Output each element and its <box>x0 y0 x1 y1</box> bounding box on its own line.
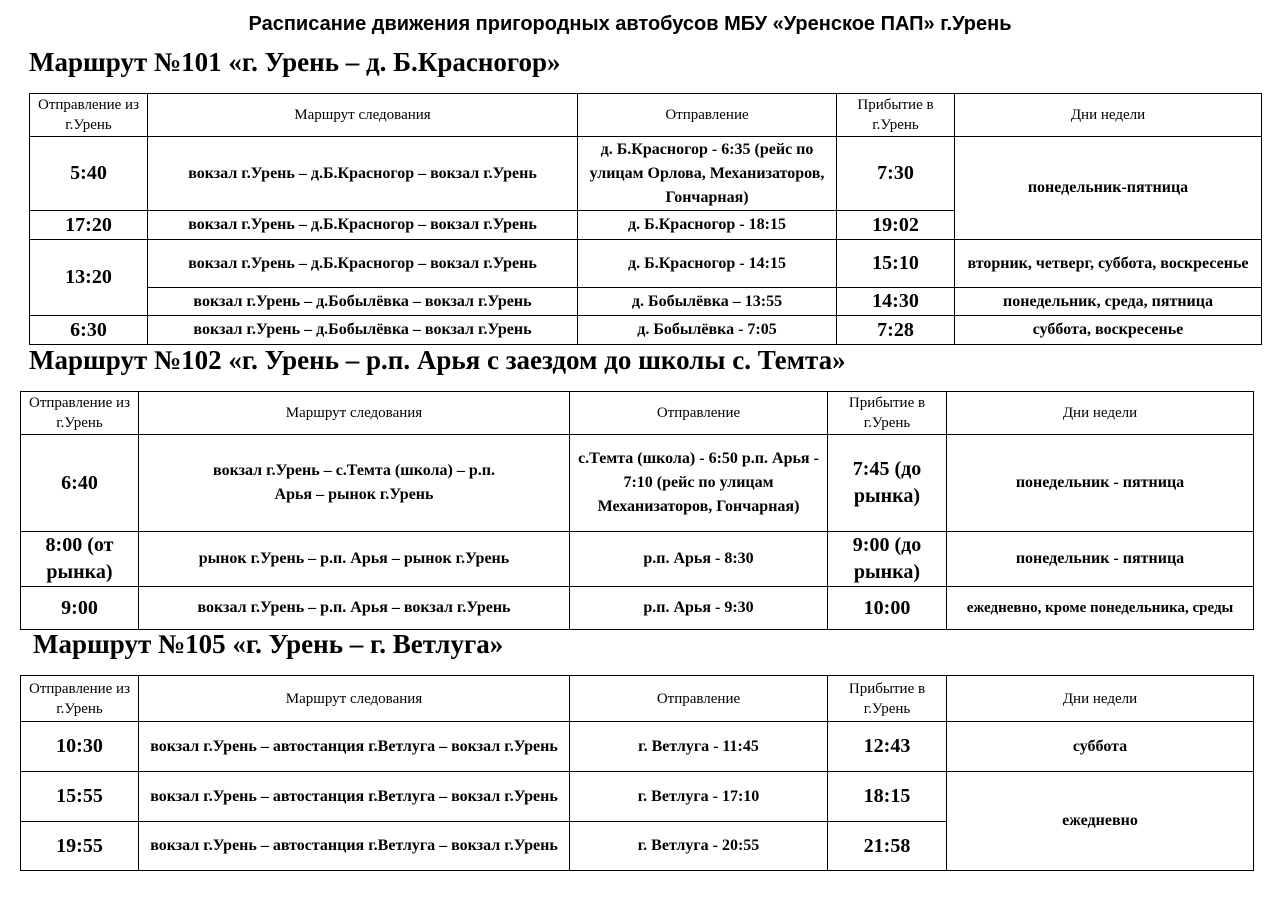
route-102-title: Маршрут №102 «г. Урень – р.п. Арья с заездом до школы с. Темта» <box>29 345 846 375</box>
time-cell: 5:40 <box>30 137 148 211</box>
header-route: Маршрут следования <box>139 392 570 435</box>
header-departure-from: Отправление из г.Урень <box>30 94 148 137</box>
departure-cell: д. Бобылёвка – 13:55 <box>578 288 837 316</box>
time-cell: 19:55 <box>21 822 139 871</box>
departure-cell: д. Б.Красногор - 18:15 <box>578 211 837 240</box>
days-cell: ежедневно, кроме понедельника, среды <box>947 587 1254 630</box>
route-cell: вокзал г.Урень – д.Б.Красногор – вокзал г.Урень <box>148 211 578 240</box>
time-cell: 15:55 <box>21 772 139 822</box>
arrival-cell: 12:43 <box>828 722 947 772</box>
header-route: Маршрут следования <box>148 94 578 137</box>
route-cell: вокзал г.Урень – автостанция г.Ветлуга – вокзал г.Урень <box>139 822 570 871</box>
time-cell: 13:20 <box>30 240 148 316</box>
header-arrival: Прибытие в г.Урень <box>837 94 955 137</box>
route-102-table <box>20 391 1254 630</box>
header-departure: Отправление <box>570 392 828 435</box>
departure-cell: с.Темта (школа) - 6:50 р.п. Арья - 7:10 (рейс по улицам Механизаторов, Гончарная) <box>570 435 828 532</box>
days-cell: понедельник - пятница <box>947 532 1254 587</box>
header-days: Дни недели <box>947 392 1254 435</box>
route-101-title: Маршрут №101 «г. Урень – д. Б.Красногор» <box>29 47 561 77</box>
days-cell: вторник, четверг, суббота, воскресенье <box>955 240 1262 288</box>
time-cell: 10:30 <box>21 722 139 772</box>
time-cell: 17:20 <box>30 211 148 240</box>
arrival-cell: 7:30 <box>837 137 955 211</box>
route-101-table <box>29 93 1262 345</box>
header-arrival: Прибытие в г.Урень <box>828 676 947 722</box>
departure-cell: д. Б.Красногор - 14:15 <box>578 240 837 288</box>
arrival-cell: 7:45 (до рынка) <box>828 435 947 532</box>
arrival-cell: 19:02 <box>837 211 955 240</box>
arrival-cell: 21:58 <box>828 822 947 871</box>
departure-cell: г. Ветлуга - 17:10 <box>570 772 828 822</box>
departure-cell: г. Ветлуга - 20:55 <box>570 822 828 871</box>
arrival-cell: 7:28 <box>837 316 955 345</box>
days-cell: суббота, воскресенье <box>955 316 1262 345</box>
route-cell: вокзал г.Урень – автостанция г.Ветлуга – вокзал г.Урень <box>139 772 570 822</box>
departure-cell: д. Бобылёвка - 7:05 <box>578 316 837 345</box>
header-days: Дни недели <box>947 676 1254 722</box>
arrival-cell: 14:30 <box>837 288 955 316</box>
header-departure: Отправление <box>570 676 828 722</box>
departure-cell: д. Б.Красногор - 6:35 (рейс по улицам Орлова, Механизаторов, Гончарная) <box>578 137 837 211</box>
time-cell: 6:40 <box>21 435 139 532</box>
page-title: Расписание движения пригородных автобусов МБУ «Уренское ПАП» г.Урень <box>248 13 1012 35</box>
header-route: Маршрут следования <box>139 676 570 722</box>
route-cell: вокзал г.Урень – с.Темта (школа) – р.п. Арья – рынок г.Урень <box>139 435 570 532</box>
route-105-title: Маршрут №105 «г. Урень – г. Ветлуга» <box>33 629 504 659</box>
route-cell: вокзал г.Урень – автостанция г.Ветлуга – вокзал г.Урень <box>139 722 570 772</box>
route-cell: вокзал г.Урень – д.Бобылёвка – вокзал г.Урень <box>148 316 578 345</box>
time-cell: 9:00 <box>21 587 139 630</box>
route-cell: вокзал г.Урень – д.Б.Красногор – вокзал г.Урень <box>148 240 578 288</box>
days-cell: понедельник-пятница <box>955 137 1262 240</box>
route-cell: вокзал г.Урень – р.п. Арья – вокзал г.Урень <box>139 587 570 630</box>
days-cell: суббота <box>947 722 1254 772</box>
header-departure: Отправление <box>578 94 837 137</box>
header-arrival: Прибытие в г.Урень <box>828 392 947 435</box>
days-cell: понедельник - пятница <box>947 435 1254 532</box>
time-cell: 6:30 <box>30 316 148 345</box>
days-cell: ежедневно <box>947 772 1254 871</box>
departure-cell: р.п. Арья - 8:30 <box>570 532 828 587</box>
arrival-cell: 9:00 (до рынка) <box>828 532 947 587</box>
route-cell: вокзал г.Урень – д.Бобылёвка – вокзал г.Урень <box>148 288 578 316</box>
days-cell: понедельник, среда, пятница <box>955 288 1262 316</box>
route-cell: рынок г.Урень – р.п. Арья – рынок г.Урень <box>139 532 570 587</box>
arrival-cell: 15:10 <box>837 240 955 288</box>
arrival-cell: 10:00 <box>828 587 947 630</box>
header-days: Дни недели <box>955 94 1262 137</box>
departure-cell: р.п. Арья - 9:30 <box>570 587 828 630</box>
header-departure-from: Отправление из г.Урень <box>21 392 139 435</box>
route-cell: вокзал г.Урень – д.Б.Красногор – вокзал г.Урень <box>148 137 578 211</box>
route-105-table <box>20 675 1254 871</box>
arrival-cell: 18:15 <box>828 772 947 822</box>
departure-cell: г. Ветлуга - 11:45 <box>570 722 828 772</box>
header-departure-from: Отправление из г.Урень <box>21 676 139 722</box>
time-cell: 8:00 (от рынка) <box>21 532 139 587</box>
